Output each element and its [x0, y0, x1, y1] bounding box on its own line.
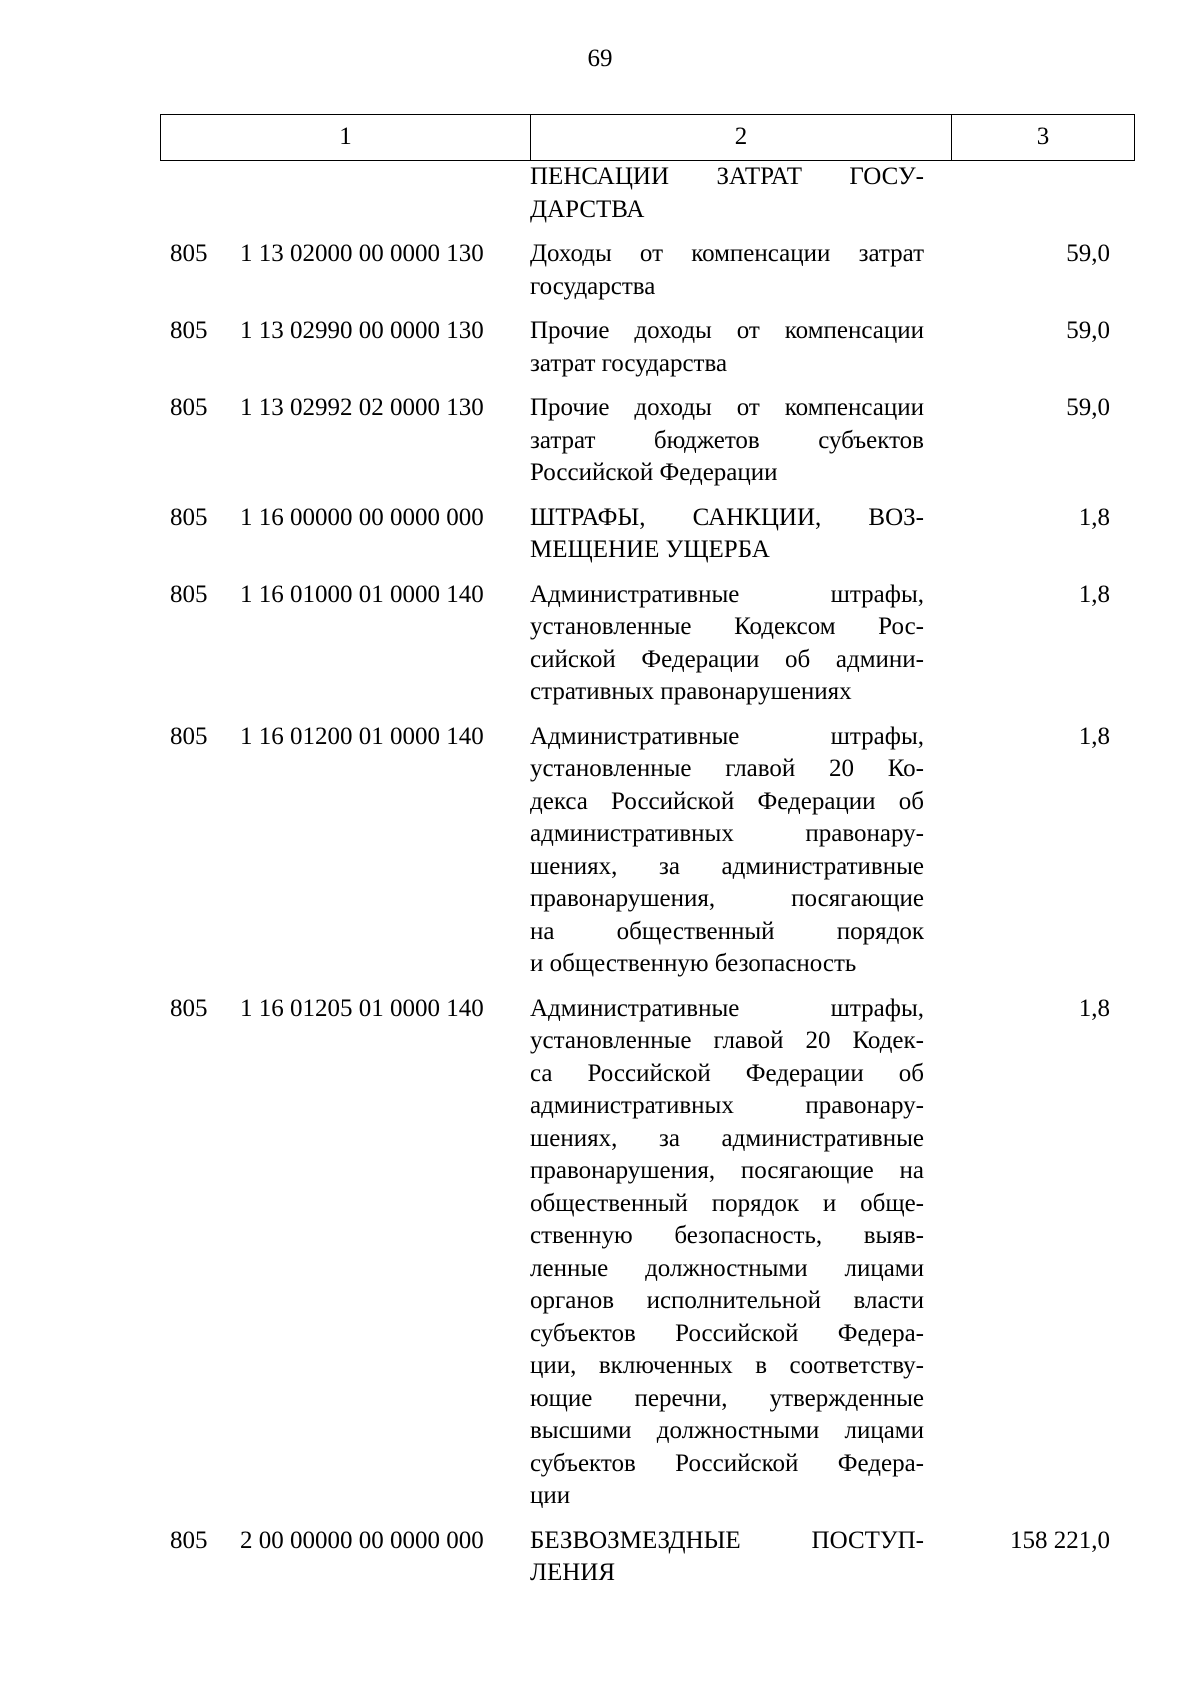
income-name-line: правонарушения, посягающие — [530, 885, 924, 912]
income-name-line: высшими должностными лицами — [530, 1417, 924, 1444]
income-name-line: на общественный порядок — [530, 917, 924, 945]
income-name-line: Прочие доходы от компенсации — [530, 317, 924, 344]
table-row — [0, 579, 1200, 709]
income-name-line: Административные штрафы, — [530, 994, 924, 1022]
income-name-line: Прочие доходы от компенсации — [530, 394, 924, 421]
income-name-line: ленные должностными лицами — [530, 1254, 924, 1282]
admin-code-cell: 805 — [170, 994, 208, 1022]
income-name-line: декса Российской Федерации об — [530, 787, 924, 815]
income-name-cell — [530, 238, 924, 303]
income-name-line: затрат государства — [530, 349, 728, 377]
income-name-line: органов исполнительной власти — [530, 1287, 924, 1314]
income-name-line: установленные Кодексом Рос- — [530, 613, 924, 640]
income-name-line: затрат бюджетов субъектов — [530, 426, 924, 454]
income-name-line: Административные штрафы, — [530, 722, 924, 750]
table-row — [0, 502, 1200, 567]
page-number: 69 — [587, 45, 613, 72]
amount-cell: 158 221,0 — [1010, 1526, 1110, 1554]
amount-cell: 59,0 — [1066, 394, 1110, 421]
income-name-line: ШТРАФЫ, САНКЦИИ, ВОЗ- — [530, 503, 924, 531]
income-name-line: субъектов Российской Федера- — [530, 1449, 924, 1477]
income-name-line: Российской Федерации — [530, 459, 778, 486]
admin-code-cell: 805 — [170, 317, 208, 344]
table-row — [0, 161, 1200, 226]
income-name-line: государства — [530, 272, 656, 300]
income-name-line: ющие перечни, утвержденные — [530, 1384, 924, 1412]
income-name-line: субъектов Российской Федера- — [530, 1319, 924, 1347]
income-name-line: и общественную безопасность — [530, 950, 857, 977]
income-name-line: установленные главой 20 Кодек- — [530, 1027, 924, 1054]
income-name-line: ции — [530, 1482, 571, 1509]
income-name-line: общественный порядок и обще- — [530, 1189, 924, 1217]
income-name-cell — [530, 1525, 924, 1590]
table-header — [160, 114, 1135, 161]
income-name-line: БЕЗВОЗМЕЗДНЫЕ ПОСТУП- — [530, 1526, 924, 1554]
income-name-cell — [530, 502, 924, 567]
income-name-line: административных правонару- — [530, 1092, 924, 1119]
income-name-line: ЛЕНИЯ — [530, 1559, 616, 1586]
table-row — [0, 392, 1200, 490]
income-name-line: шениях, за административные — [530, 1124, 924, 1152]
admin-code-cell: 805 — [170, 1526, 208, 1554]
income-name-cell — [530, 315, 924, 380]
budget-code-cell: 1 16 01205 01 0000 140 — [240, 994, 484, 1022]
income-name-line: Доходы от компенсации затрат — [530, 240, 924, 267]
budget-code-cell: 1 13 02000 00 0000 130 — [240, 240, 484, 267]
budget-code-cell: 1 16 01200 01 0000 140 — [240, 722, 484, 750]
amount-cell: 59,0 — [1066, 240, 1110, 267]
budget-code-cell: 1 13 02992 02 0000 130 — [240, 394, 484, 421]
amount-cell: 59,0 — [1066, 317, 1110, 344]
income-name-line: сийской Федерации об админи- — [530, 645, 924, 673]
budget-code-cell: 1 13 02990 00 0000 130 — [240, 317, 484, 344]
income-name-line: шениях, за административные — [530, 852, 924, 880]
admin-code-cell: 805 — [170, 240, 208, 267]
income-name-line: правонарушения, посягающие на — [530, 1157, 924, 1184]
amount-cell: 1,8 — [1078, 994, 1110, 1022]
admin-code-cell: 805 — [170, 580, 208, 608]
income-name-line: са Российской Федерации об — [530, 1059, 924, 1087]
income-name-cell — [530, 993, 924, 1513]
income-name-line: Административные штрафы, — [530, 580, 924, 608]
admin-code-cell: 805 — [170, 394, 208, 421]
income-name-line: ственную безопасность, выяв- — [530, 1222, 924, 1249]
income-name-cell — [530, 161, 924, 226]
income-name-cell — [530, 392, 924, 490]
income-name-line: МЕЩЕНИЕ УЩЕРБА — [530, 536, 770, 563]
header-col-2: 2 — [531, 115, 952, 160]
income-name-cell — [530, 579, 924, 709]
table-row — [0, 238, 1200, 303]
table-row — [0, 315, 1200, 380]
header-col-1: 1 — [161, 115, 531, 160]
budget-code-cell: 1 16 00000 00 0000 000 — [240, 503, 484, 531]
budget-code-cell: 2 00 00000 00 0000 000 — [240, 1526, 484, 1554]
income-name-line: ДАРСТВА — [530, 195, 645, 223]
admin-code-cell: 805 — [170, 503, 208, 531]
table-row — [0, 721, 1200, 981]
amount-cell: 1,8 — [1078, 580, 1110, 608]
amount-cell: 1,8 — [1078, 503, 1110, 531]
admin-code-cell: 805 — [170, 722, 208, 750]
income-name-line: ции, включенных в соответству- — [530, 1352, 924, 1379]
table-row — [0, 993, 1200, 1513]
income-name-line: ПЕНСАЦИИ ЗАТРАТ ГОСУ- — [530, 163, 924, 190]
income-name-line: административных правонару- — [530, 820, 924, 847]
income-name-cell — [530, 721, 924, 981]
header-col-3: 3 — [1036, 123, 1050, 150]
budget-code-cell: 1 16 01000 01 0000 140 — [240, 580, 484, 608]
income-name-line: установленные главой 20 Ко- — [530, 755, 924, 782]
table-body — [0, 161, 1200, 1590]
amount-cell: 1,8 — [1078, 722, 1110, 750]
table-row — [0, 1525, 1200, 1590]
income-name-line: стративных правонарушениях — [530, 678, 852, 705]
